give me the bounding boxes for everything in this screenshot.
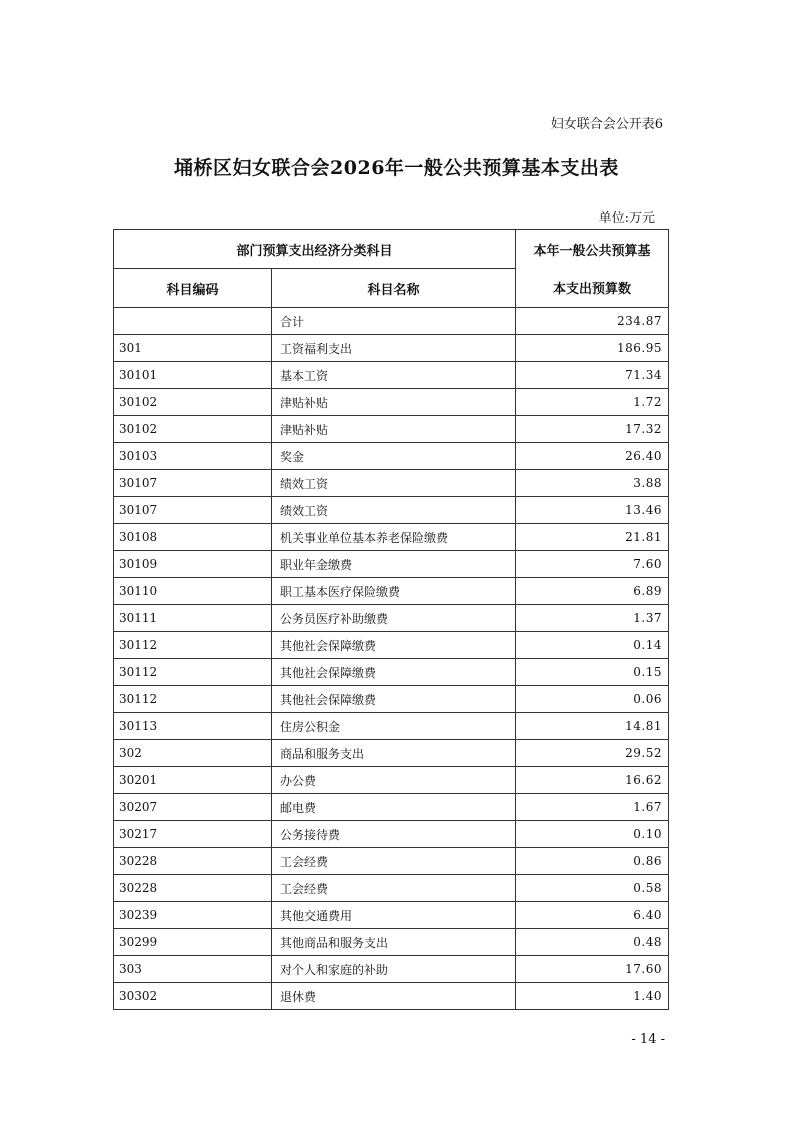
row-value: 6.89 <box>516 578 669 605</box>
row-name: 工会经费 <box>272 848 516 875</box>
code-header: 科目编码 <box>114 269 272 308</box>
row-code: 30112 <box>114 686 272 713</box>
row-code: 30228 <box>114 875 272 902</box>
row-name: 奖金 <box>272 443 516 470</box>
row-value: 29.52 <box>516 740 669 767</box>
table-row <box>114 632 669 659</box>
row-name: 其他商品和服务支出 <box>272 929 516 956</box>
table-row <box>114 659 669 686</box>
row-name: 合计 <box>272 308 516 335</box>
row-code: 30302 <box>114 983 272 1010</box>
row-value: 7.60 <box>516 551 669 578</box>
row-name: 津贴补贴 <box>272 416 516 443</box>
row-code: 30111 <box>114 605 272 632</box>
row-name: 其他社会保障缴费 <box>272 686 516 713</box>
budget-table <box>113 229 669 1010</box>
table-row <box>114 443 669 470</box>
table-row <box>114 875 669 902</box>
row-code: 30108 <box>114 524 272 551</box>
row-value: 17.32 <box>516 416 669 443</box>
row-code: 303 <box>114 956 272 983</box>
page-title: 埇桥区妇女联合会2026年一般公共预算基本支出表 <box>174 157 619 179</box>
row-value: 6.40 <box>516 902 669 929</box>
table-row <box>114 821 669 848</box>
row-value: 1.72 <box>516 389 669 416</box>
row-value: 1.40 <box>516 983 669 1010</box>
table-tag: 妇女联合会公开表6 <box>550 117 663 132</box>
table-row <box>114 578 669 605</box>
row-name: 基本工资 <box>272 362 516 389</box>
row-value: 1.37 <box>516 605 669 632</box>
unit-label: 单位:万元 <box>598 211 655 226</box>
table-row <box>114 794 669 821</box>
table-row <box>114 389 669 416</box>
row-code: 30112 <box>114 632 272 659</box>
row-value: 3.88 <box>516 470 669 497</box>
row-name: 其他社会保障缴费 <box>272 659 516 686</box>
row-value: 186.95 <box>516 335 669 362</box>
value-header-line1: 本年一般公共预算基 <box>516 230 669 269</box>
table-row <box>114 902 669 929</box>
name-header: 科目名称 <box>272 269 516 308</box>
row-value: 0.10 <box>516 821 669 848</box>
row-name: 办公费 <box>272 767 516 794</box>
table-row <box>114 335 669 362</box>
row-name: 退休费 <box>272 983 516 1010</box>
row-code: 301 <box>114 335 272 362</box>
table-row <box>114 983 669 1010</box>
row-name: 工会经费 <box>272 875 516 902</box>
row-code: 30113 <box>114 713 272 740</box>
row-code: 30217 <box>114 821 272 848</box>
row-code: 30110 <box>114 578 272 605</box>
row-code: 30107 <box>114 470 272 497</box>
row-code: 30228 <box>114 848 272 875</box>
table-row <box>114 713 669 740</box>
row-name: 公务员医疗补助缴费 <box>272 605 516 632</box>
row-value: 0.48 <box>516 929 669 956</box>
table-row <box>114 551 669 578</box>
row-value: 0.14 <box>516 632 669 659</box>
row-value: 234.87 <box>516 308 669 335</box>
row-name: 绩效工资 <box>272 497 516 524</box>
row-name: 邮电费 <box>272 794 516 821</box>
table-body <box>114 308 669 1010</box>
table-row <box>114 929 669 956</box>
row-value: 71.34 <box>516 362 669 389</box>
row-value: 0.06 <box>516 686 669 713</box>
row-name: 职业年金缴费 <box>272 551 516 578</box>
table-row <box>114 740 669 767</box>
row-code: 30299 <box>114 929 272 956</box>
row-name: 其他社会保障缴费 <box>272 632 516 659</box>
row-code <box>114 308 272 335</box>
table-row <box>114 767 669 794</box>
table-row <box>114 308 669 335</box>
row-code: 30107 <box>114 497 272 524</box>
row-name: 公务接待费 <box>272 821 516 848</box>
row-code: 30201 <box>114 767 272 794</box>
row-name: 住房公积金 <box>272 713 516 740</box>
table-row <box>114 524 669 551</box>
row-value: 16.62 <box>516 767 669 794</box>
row-value: 21.81 <box>516 524 669 551</box>
row-code: 30102 <box>114 389 272 416</box>
table-row <box>114 497 669 524</box>
row-value: 0.15 <box>516 659 669 686</box>
row-name: 对个人和家庭的补助 <box>272 956 516 983</box>
row-code: 30239 <box>114 902 272 929</box>
table-row <box>114 686 669 713</box>
row-value: 0.86 <box>516 848 669 875</box>
table-row <box>114 416 669 443</box>
row-name: 职工基本医疗保险缴费 <box>272 578 516 605</box>
row-code: 30207 <box>114 794 272 821</box>
row-name: 绩效工资 <box>272 470 516 497</box>
row-value: 17.60 <box>516 956 669 983</box>
table-row <box>114 605 669 632</box>
row-name: 其他交通费用 <box>272 902 516 929</box>
table-row <box>114 956 669 983</box>
row-code: 30109 <box>114 551 272 578</box>
row-name: 津贴补贴 <box>272 389 516 416</box>
value-header-line2: 本支出预算数 <box>516 269 669 308</box>
page-number: - 14 - <box>631 1032 665 1047</box>
table-row <box>114 848 669 875</box>
row-value: 14.81 <box>516 713 669 740</box>
row-code: 302 <box>114 740 272 767</box>
row-value: 0.58 <box>516 875 669 902</box>
row-value: 1.67 <box>516 794 669 821</box>
row-code: 30112 <box>114 659 272 686</box>
row-code: 30102 <box>114 416 272 443</box>
group-header: 部门预算支出经济分类科目 <box>114 230 516 269</box>
row-name: 机关事业单位基本养老保险缴费 <box>272 524 516 551</box>
row-name: 商品和服务支出 <box>272 740 516 767</box>
table-row <box>114 470 669 497</box>
row-value: 13.46 <box>516 497 669 524</box>
row-code: 30101 <box>114 362 272 389</box>
row-code: 30103 <box>114 443 272 470</box>
row-value: 26.40 <box>516 443 669 470</box>
row-name: 工资福利支出 <box>272 335 516 362</box>
table-row <box>114 362 669 389</box>
